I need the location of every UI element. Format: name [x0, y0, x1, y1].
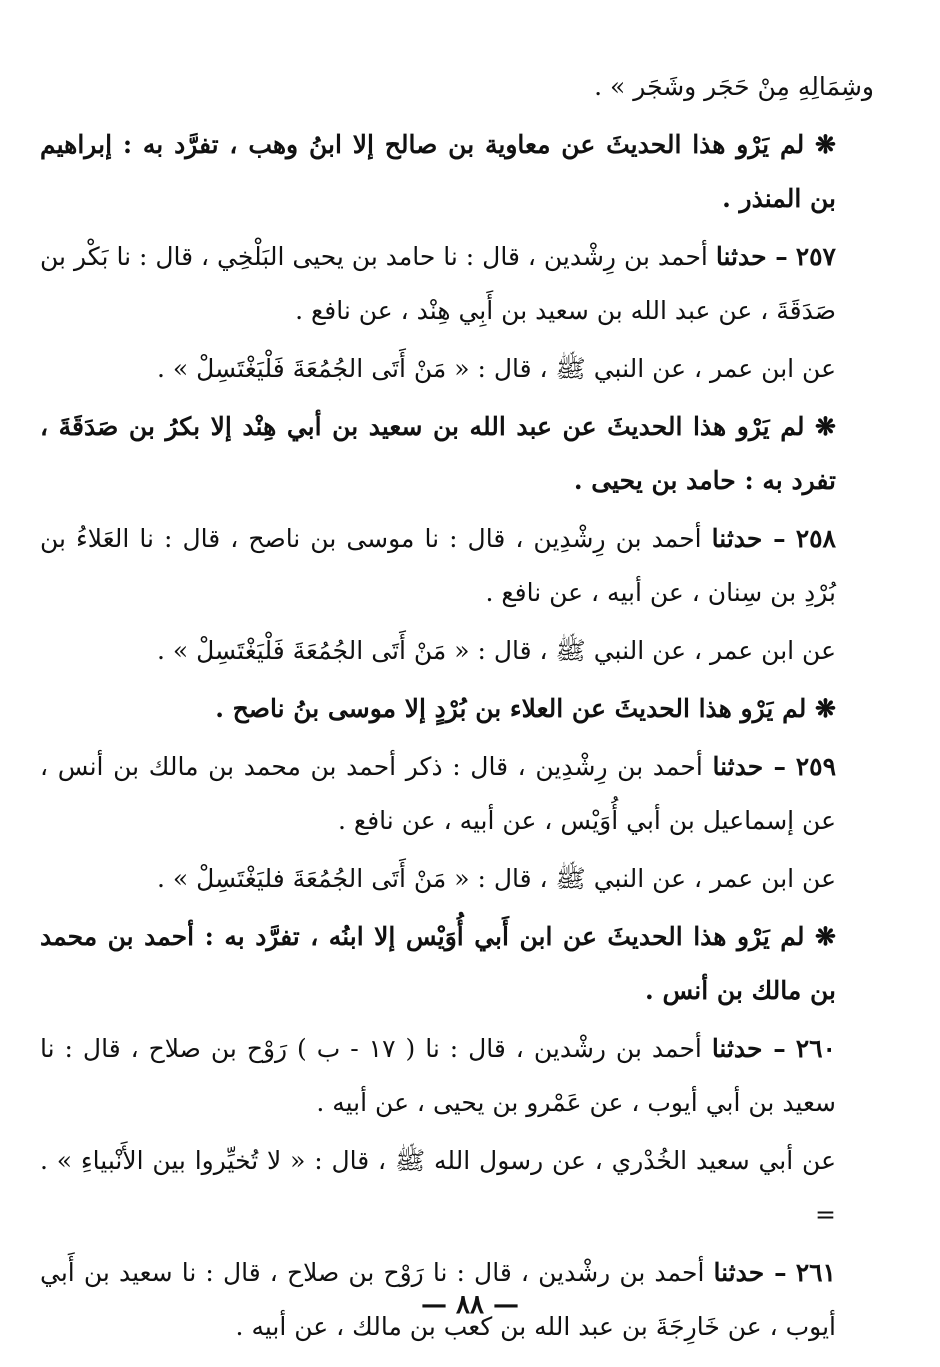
isnad-text: أحمد بن رِشْدِين ، قال : نا موسى بن ناصح ، قال : نا العَلاءُ بن بُرْدِ بن سِنان ، عن أبيه ، عن نافع . [40, 524, 836, 607]
hadith-257-isnad [40, 230, 874, 338]
hadith-258-matn [40, 624, 874, 678]
note-text: ❋ لم يَرْو هذا الحديثَ عن عبد الله بن سعيد بن أبي هِنْد إلا بكرُ بن صَدَقَةَ ، تفرد به : حامد بن يحيى . [40, 412, 836, 495]
hadith-number: ٢٦٠ [795, 1034, 836, 1063]
isnad-text: أحمد بن رشْدين ، قال : نا ( ١٧ - ب ) رَوْح بن صلاح ، قال : نا سعيد بن أبي أيوب ، عن عَمْرو بن يحيى ، عن أبيه . [40, 1034, 836, 1117]
hadith-259-isnad [40, 740, 874, 848]
isnad-text: أحمد بن رِشْدين ، قال : نا حامد بن يحيى البَلْخِي ، قال : نا بَكْر بن صَدَقَةَ ، عن عبد الله بن سعيد بن أَبِي هِنْد ، عن نافع . [40, 242, 836, 325]
hadith-lead: – حدثنا [711, 524, 786, 553]
matn-text: عن ابن عمر ، عن النبي ﷺ ، قال : « مَنْ أَتَى الجُمُعَةَ فليَغْتَسِلْ » . [156, 864, 836, 893]
hadith-number: ٢٦١ [795, 1258, 836, 1287]
hadith-258-isnad [40, 512, 874, 620]
note-text: ❋ لم يَرْو هذا الحديثَ عن معاوية بن صالح إلا ابنُ وهب ، تفرَّد به : إبراهيم بن المنذر . [40, 130, 836, 213]
note-paragraph-7 [40, 682, 874, 736]
hadith-259-matn [40, 852, 874, 906]
hadith-lead: – حدثنا [713, 1258, 787, 1287]
hadith-260-matn [40, 1134, 874, 1242]
note-text: ❋ لم يَرْو هذا الحديثَ عن ابن أَبي أُوَيْس إلا ابنُه ، تفرَّد به : أحمد بن محمد بن مالك بن أنس . [40, 922, 836, 1005]
note-text: ❋ لم يَرْو هذا الحديثَ عن العلاء بن بُرْدٍ إلا موسى بنُ ناصح . [215, 694, 836, 723]
hadith-number: ٢٥٨ [795, 524, 836, 553]
hadith-number: ٢٥٧ [795, 242, 836, 271]
hadith-lead: – حدثنا [712, 752, 787, 781]
matn-text: عن ابن عمر ، عن النبي ﷺ ، قال : « مَنْ أَتَى الجُمُعَةَ فَلْيَغْتَسِلْ » . [156, 354, 836, 383]
document-page [40, 60, 874, 1358]
paragraph-text: وشِمَالِهِ مِنْ حَجَر وشَجَر » . [594, 72, 874, 101]
hadith-257-matn [40, 342, 874, 396]
isnad-text: أحمد بن رِشْدِين ، قال : ذكر أحمد بن محمد بن مالك بن أنس ، عن إسماعيل بن أبي أُوَيْس ، عن أبيه ، عن نافع . [40, 752, 836, 835]
note-paragraph-1 [40, 118, 874, 226]
hadith-260-isnad [40, 1022, 874, 1130]
note-paragraph-10 [40, 910, 874, 1018]
hadith-number: ٢٥٩ [795, 752, 837, 781]
isnad-text: أحمد بن رشْدين ، قال : نا رَوْح بن صلاح ، قال : نا سعيد بن أَبي أيوب ، عن خَارِجَةَ بن عبد الله بن كعب بن مالك ، عن أبيه . [40, 1258, 836, 1341]
matn-text: عن ابن عمر ، عن النبي ﷺ ، قال : « مَنْ أَتَى الجُمُعَةَ فَلْيَغْتَسِلْ » . [156, 636, 836, 665]
hadith-lead: – حدثنا [715, 242, 788, 271]
hadith-lead: – حدثنا [711, 1034, 786, 1063]
page-number: — ٨٨ — [420, 1290, 520, 1320]
note-paragraph-4 [40, 400, 874, 508]
paragraph-0 [40, 60, 874, 114]
matn-text: عن أبي سعيد الخُدْري ، عن رسول الله ﷺ ، قال : « لا تُخيِّروا بين الأَنْبياءِ » . = [40, 1146, 836, 1229]
